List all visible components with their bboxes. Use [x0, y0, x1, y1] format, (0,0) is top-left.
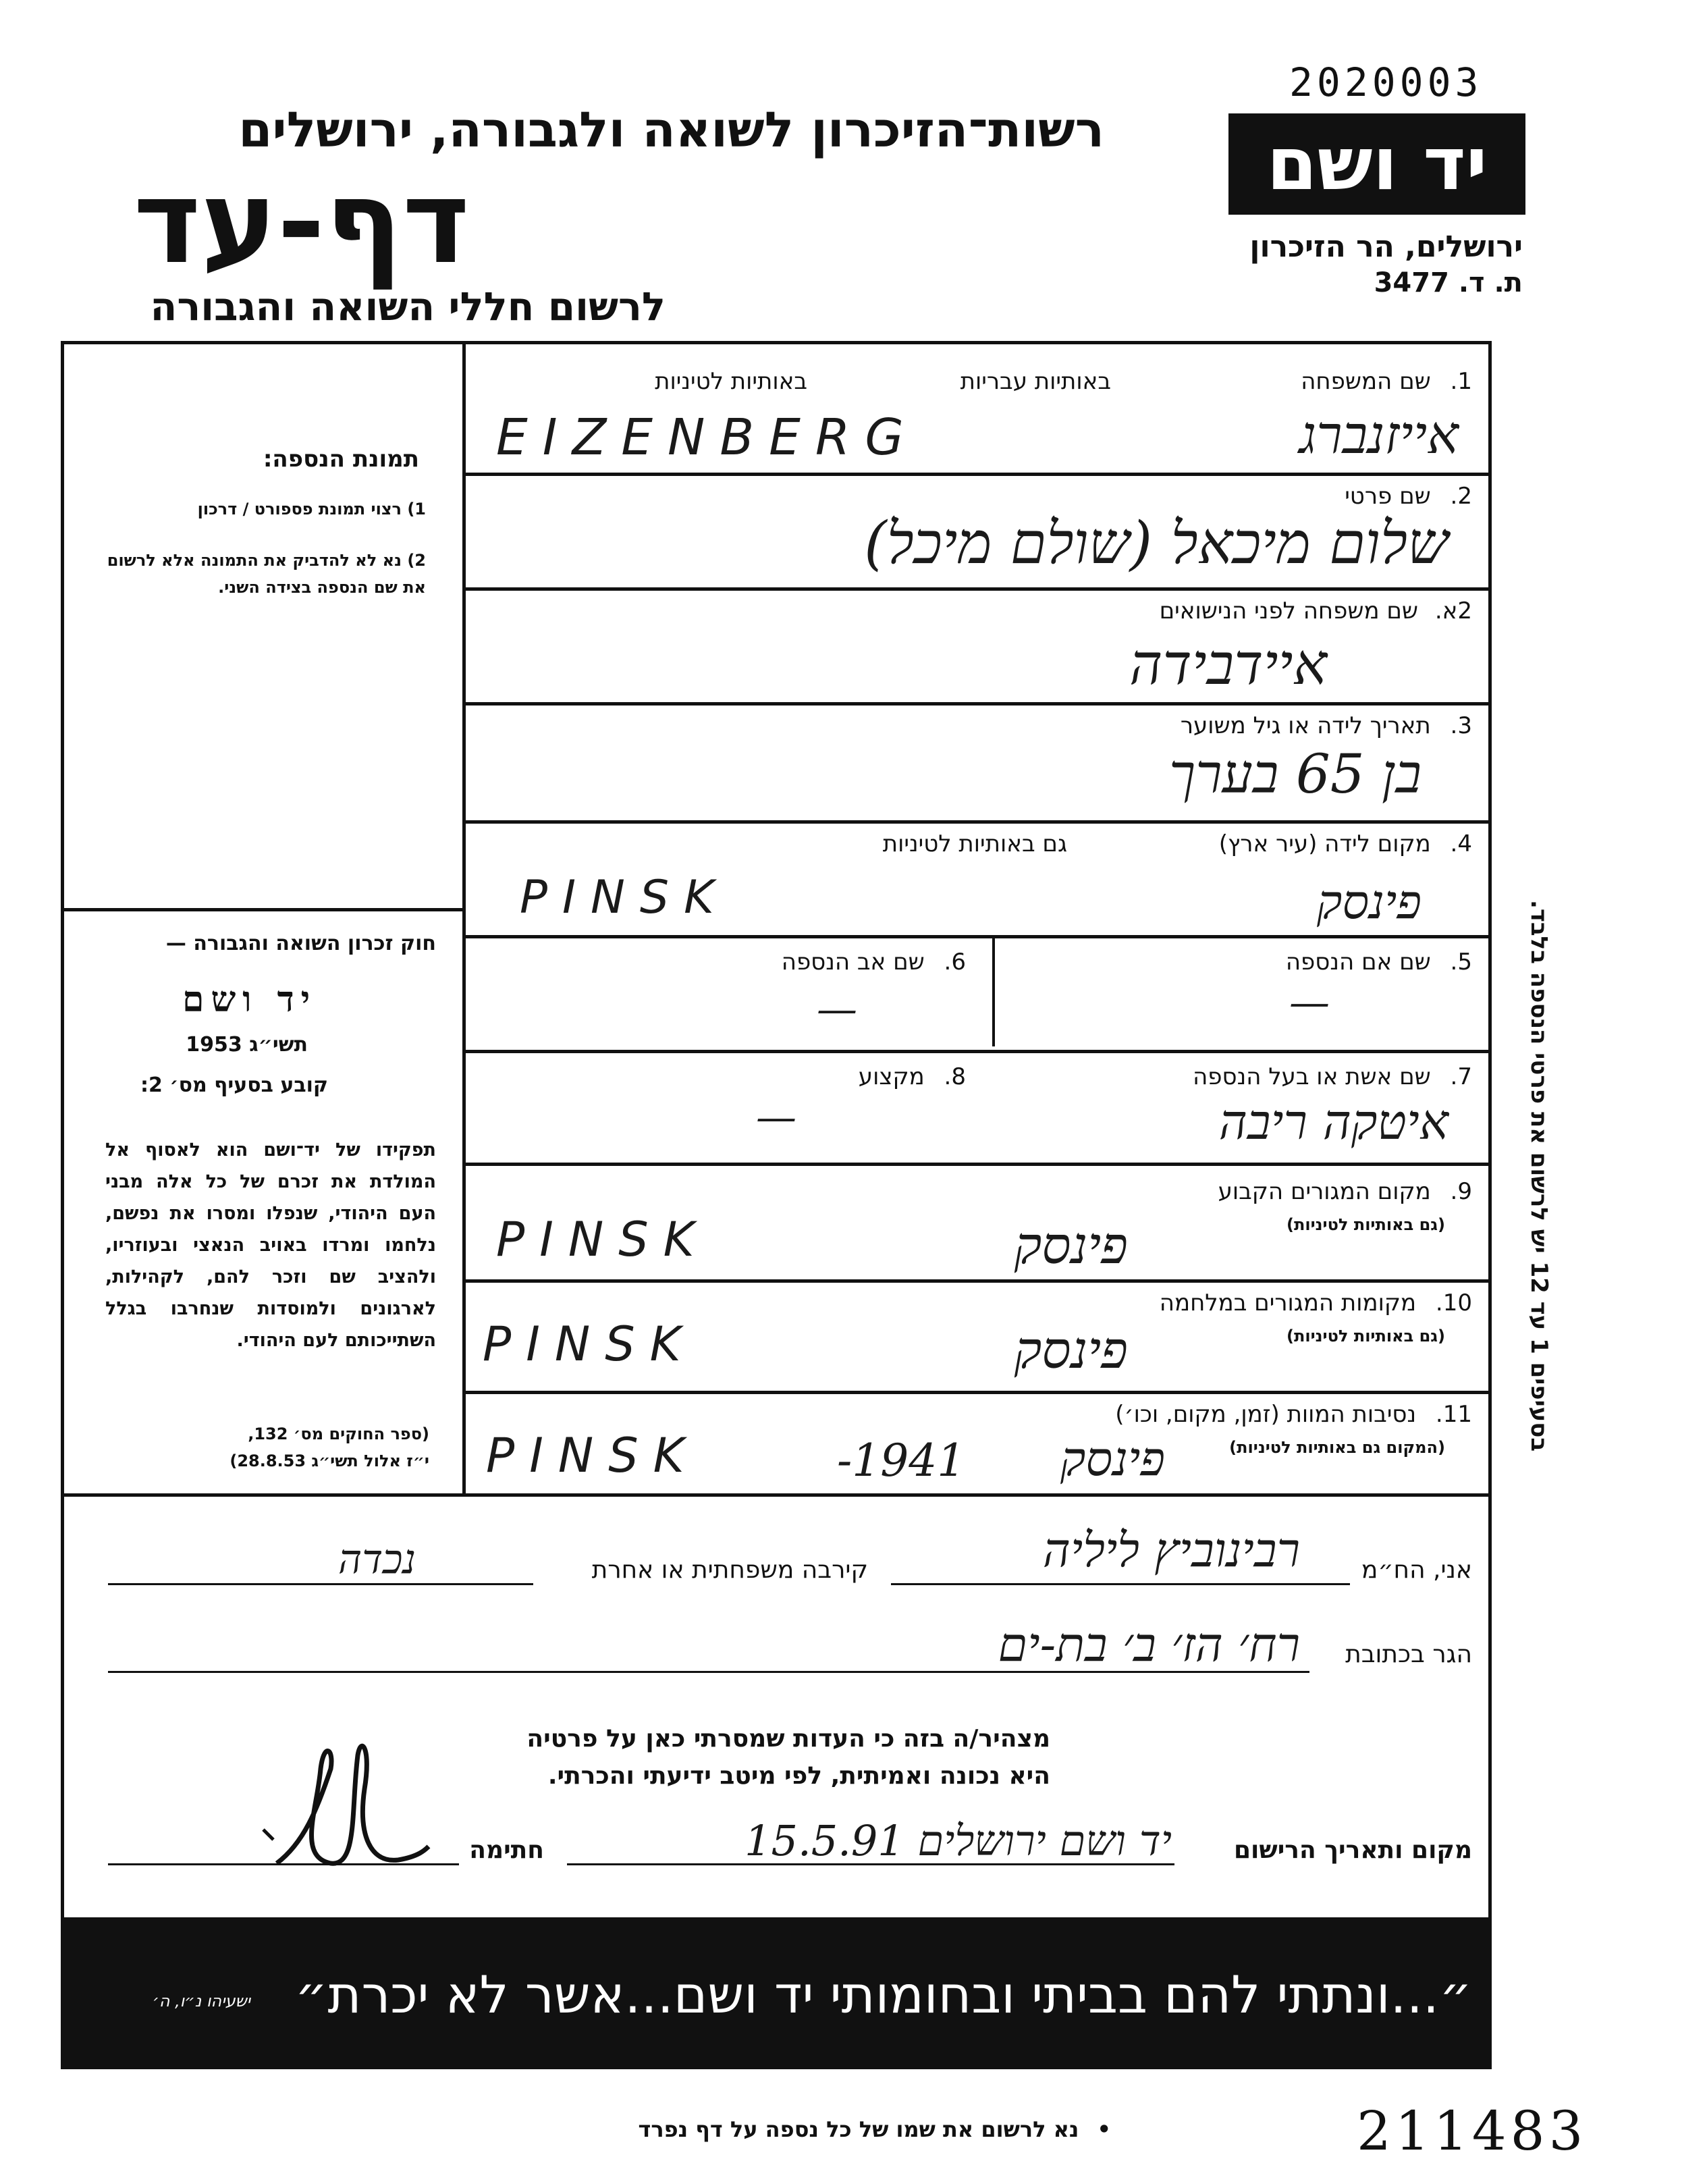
field2a-value: איידבידה	[1129, 631, 1327, 697]
field3-name: תאריך לידה או גיל משוער	[1180, 712, 1431, 739]
field1-name: שם המשפחה	[1301, 368, 1431, 395]
field7-num: 7.	[1450, 1063, 1472, 1090]
declaration-line-2: היא נכונה ואמיתית, לפי מיטב ידיעתי והכרתי.	[547, 1762, 1050, 1790]
field10-num: 10.	[1435, 1289, 1472, 1316]
field11-label	[1115, 1401, 1472, 1428]
law-year: תשי״ג 1953	[186, 1033, 308, 1057]
field3-label	[1181, 712, 1472, 739]
po-box: ת. ד. 3477	[1374, 267, 1523, 298]
field8-label	[859, 1063, 966, 1090]
form-title: דף-עד	[133, 156, 470, 290]
field4-latin-header: גם באותיות לטיניות	[882, 830, 1067, 857]
address-value: רח׳ הז׳ ב׳ בת-ים	[998, 1617, 1300, 1672]
witness-name-value: רבינוביץ ליליה	[1042, 1522, 1300, 1578]
field1-value-hebrew: אייזנברג	[1299, 405, 1459, 466]
kinship-label: קירבה משפחתית או אחרת	[591, 1556, 868, 1584]
witness-i-label: אני, הח״מ	[1361, 1556, 1472, 1584]
field5-name: שם אם הנספה	[1285, 949, 1431, 976]
law-source-2: י״ז אלול תשי״ג 28.8.53)	[229, 1451, 429, 1470]
form-subtitle: לרשום חללי השואה והגבורה	[150, 284, 666, 329]
field11-value-hebrew: פינסק	[1060, 1431, 1165, 1487]
row-line-3	[466, 702, 1492, 705]
photo-note-1: 1) רצוי תמונת פספורט / דרכון	[197, 500, 426, 518]
split-5-6	[992, 938, 995, 1046]
row-line-2	[466, 587, 1492, 591]
field11-num: 11.	[1435, 1401, 1472, 1428]
row-line-6	[466, 1050, 1492, 1053]
law-name: יד ושם	[182, 979, 317, 1020]
field5-label	[1286, 949, 1472, 976]
field4-value-latin: PINSK	[520, 871, 729, 924]
field9-name: מקום המגורים הקבוע	[1218, 1178, 1431, 1205]
row-line-1	[466, 473, 1492, 476]
law-title: חוק זכרון השואה והגבורה —	[165, 932, 436, 955]
field11-name: נסיבות המוות (זמן, מקום, וכו׳)	[1115, 1401, 1417, 1428]
field4-name: מקום לידה (עיר ארץ)	[1218, 830, 1431, 857]
authority-title: רשות־הזיכרון לשואה ולגבורה, ירושלים	[238, 101, 1104, 158]
field11-sub: (המקום גם באותיות לטיניות)	[1229, 1438, 1445, 1457]
kinship-value: נכדה	[338, 1536, 416, 1583]
footer-number: 211483	[1357, 2100, 1588, 2162]
row-line-8	[466, 1279, 1492, 1283]
field4-num: 4.	[1450, 830, 1472, 857]
field10-name: מקומות המגורים במלחמה	[1159, 1289, 1417, 1316]
banner-source: ישעיהו נ״ו, ה׳	[152, 1992, 250, 2010]
footer-note-text: נא לרשום את שמו של כל נספה על דף נפרד	[638, 2116, 1079, 2142]
address-label: הגר בכתובת	[1345, 1641, 1472, 1668]
field1-num: 1.	[1450, 368, 1472, 395]
field3-value: בן 65 בערך	[1168, 743, 1422, 805]
field9-label	[1218, 1178, 1472, 1205]
archive-number: 2020003	[1289, 59, 1483, 105]
field9-sub: (גם באותיות לטיניות)	[1287, 1215, 1445, 1234]
field5-num: 5.	[1450, 949, 1472, 976]
field7-name: שם אשת או בעל הנספה	[1193, 1063, 1431, 1090]
field7-label	[1193, 1063, 1472, 1090]
photo-title: תמונת הנספה:	[263, 446, 419, 473]
field2a-name: שם משפחה לפני הנישואים	[1159, 597, 1418, 624]
side-note: בסעיפים 1 עד 12 יש לרשום את פרטי הנספה בלבד.	[1525, 899, 1552, 1451]
law-clause: קובע בסעיף מס׳ 2:	[140, 1073, 328, 1097]
field2-name: שם פרטי	[1345, 483, 1431, 510]
field6-label	[782, 949, 966, 976]
row-line-9	[466, 1391, 1492, 1394]
field11-value-year: -1941	[837, 1435, 966, 1487]
field5-value: —	[1289, 979, 1330, 1026]
field2-num: 2.	[1450, 483, 1472, 510]
field4-value-hebrew: פינסק	[1316, 874, 1422, 930]
field10-value-hebrew: פינסק	[1014, 1320, 1128, 1380]
field7-value: איטקה ריבה	[1218, 1094, 1449, 1150]
logo-text: יד ושם	[1266, 122, 1488, 207]
field10-value-latin: PINSK	[483, 1316, 696, 1372]
yad-vashem-logo	[1228, 113, 1525, 215]
field1-hebrew-header: באותיות עבריות	[960, 368, 1111, 395]
field4-label	[1219, 830, 1472, 857]
field8-name: מקצוע	[858, 1063, 925, 1090]
field8-value: —	[756, 1094, 796, 1141]
witness-name-line	[891, 1583, 1350, 1585]
field2-label	[1345, 483, 1472, 510]
law-text: תפקידו של יד־ושם הוא לאסוף אל המולדת את זכרם של כל אלה מבני העם היהודי, שנפלו ומסרו את נפשם, נלחמו ומרדו באויב הנאצי ובעוזריו, ולהציב שם וזכר להם, לקהילות, לארגונים ולמוסדות שנחרבו בגלל השתייכותם לעם היהודי.	[105, 1140, 436, 1351]
place-date-label: מקום ותאריך הרישום	[1233, 1836, 1472, 1864]
row-line-5	[466, 935, 1492, 938]
field9-value-latin: PINSK	[496, 1212, 709, 1267]
field10-label	[1160, 1289, 1472, 1316]
field11-value-latin: PINSK	[486, 1428, 699, 1483]
row-line-4	[466, 820, 1492, 824]
photo-law-divider	[61, 908, 462, 911]
field2-value: שלום מיכאל (שולם מיכל)	[864, 510, 1449, 577]
field10-sub: (גם באותיות לטיניות)	[1287, 1327, 1445, 1346]
law-source-1: (ספר החוקים מס׳ 132,	[248, 1424, 429, 1443]
institute-address: ירושלים, הר הזיכרון	[1249, 230, 1523, 264]
signature-mark	[256, 1728, 432, 1877]
field8-num: 8.	[944, 1063, 966, 1090]
bullet-icon: •	[1097, 2116, 1111, 2142]
field3-num: 3.	[1450, 712, 1472, 739]
lower-divider	[61, 1493, 1492, 1497]
field6-name: שם אב הנספה	[781, 949, 925, 976]
field6-value: —	[817, 986, 857, 1033]
field2a-label	[1160, 597, 1472, 624]
signature-label: חתימה	[469, 1836, 544, 1864]
row-line-7	[466, 1163, 1492, 1166]
field9-num: 9.	[1450, 1178, 1472, 1205]
field1-value-latin: EIZENBERG	[496, 408, 919, 467]
footer-note	[639, 2116, 1111, 2142]
field6-num: 6.	[944, 949, 966, 976]
left-column-divider	[462, 341, 466, 1495]
field9-value-hebrew: פינסק	[1014, 1215, 1128, 1275]
kinship-line	[108, 1583, 533, 1585]
photo-note-2: 2) נא לא להדביק את התמונה אלא לרשום את שם הנספה בצידה השני.	[107, 551, 426, 597]
place-date-value: יד ושם ירושלים 15.5.91	[745, 1816, 1172, 1865]
field1-latin-header: באותיות לטיניות	[655, 368, 807, 395]
banner-quote: ״...ונתתי להם בביתי ובחומותי יד ושם...אשר לא יכרת״	[294, 1965, 1472, 2025]
declaration-line-1: מצהיר/ה בזה כי העדות שמסרתי כאן על פרטיה	[526, 1725, 1050, 1753]
field2a-num: 2א.	[1434, 597, 1472, 624]
field1-label	[1301, 368, 1472, 395]
